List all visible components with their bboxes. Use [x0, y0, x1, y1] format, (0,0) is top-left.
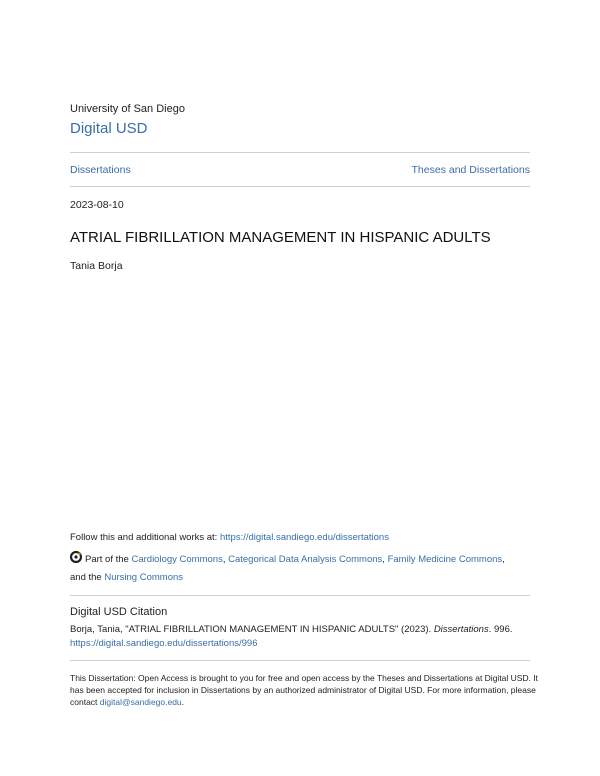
breadcrumb-divider [70, 186, 530, 187]
top-divider [70, 152, 530, 153]
citation-text [70, 623, 540, 651]
footer-notice [70, 672, 540, 708]
citation-url-link[interactable]: https://digital.sandiego.edu/dissertations/996 [70, 638, 258, 649]
citation-prefix: Borja, Tania, "ATRIAL FIBRILLATION MANAGEMENT IN HISPANIC ADULTS" (2023). [70, 624, 434, 635]
categorical-data-analysis-commons-link[interactable]: Categorical Data Analysis Commons [228, 554, 383, 565]
citation-heading: Digital USD Citation [70, 606, 168, 618]
follow-prefix: Follow this and additional works at: [70, 532, 220, 543]
dissertations-url-link[interactable]: https://digital.sandiego.edu/dissertations [219, 532, 389, 543]
contact-email-link[interactable]: digital@sandiego.edu [99, 697, 182, 707]
footer-end: . [181, 697, 185, 707]
document-author: Tania Borja [70, 260, 123, 272]
part-of-prefix: Part of the [85, 554, 132, 565]
citation-suffix: . 996. [488, 624, 513, 635]
breadcrumb-dissertations[interactable]: Dissertations [70, 164, 131, 176]
open-access-icon [70, 551, 82, 569]
separator-3: , [502, 554, 505, 565]
repository-name[interactable]: Digital USD [70, 120, 148, 137]
citation-journal: Dissertations [433, 624, 489, 635]
institution-name: University of San Diego [70, 103, 185, 115]
family-medicine-commons-link[interactable]: Family Medicine Commons [387, 554, 503, 565]
document-title: ATRIAL FIBRILLATION MANAGEMENT IN HISPANIC ADULTS [70, 229, 491, 246]
publication-date: 2023-08-10 [70, 199, 124, 211]
footer-divider [70, 660, 530, 661]
separator-2: , [382, 554, 388, 565]
separator-1: , [222, 554, 229, 565]
and-the: and the [70, 572, 105, 583]
footer-text: This Dissertation: Open Access is brought to you for free and open access by the Theses and Dissertations at Digital USD. It has been accepted for inclusion in Dissertations by an authorized administrator of Digital USD. For more information, please contact [70, 673, 539, 707]
breadcrumb-theses-and-dissertations[interactable]: Theses and Dissertations [411, 164, 530, 176]
citation-divider [70, 595, 530, 596]
part-of-commons [70, 551, 540, 586]
nursing-commons-link[interactable]: Nursing Commons [104, 572, 184, 583]
follow-line [70, 532, 389, 543]
cardiology-commons-link[interactable]: Cardiology Commons [131, 554, 223, 565]
